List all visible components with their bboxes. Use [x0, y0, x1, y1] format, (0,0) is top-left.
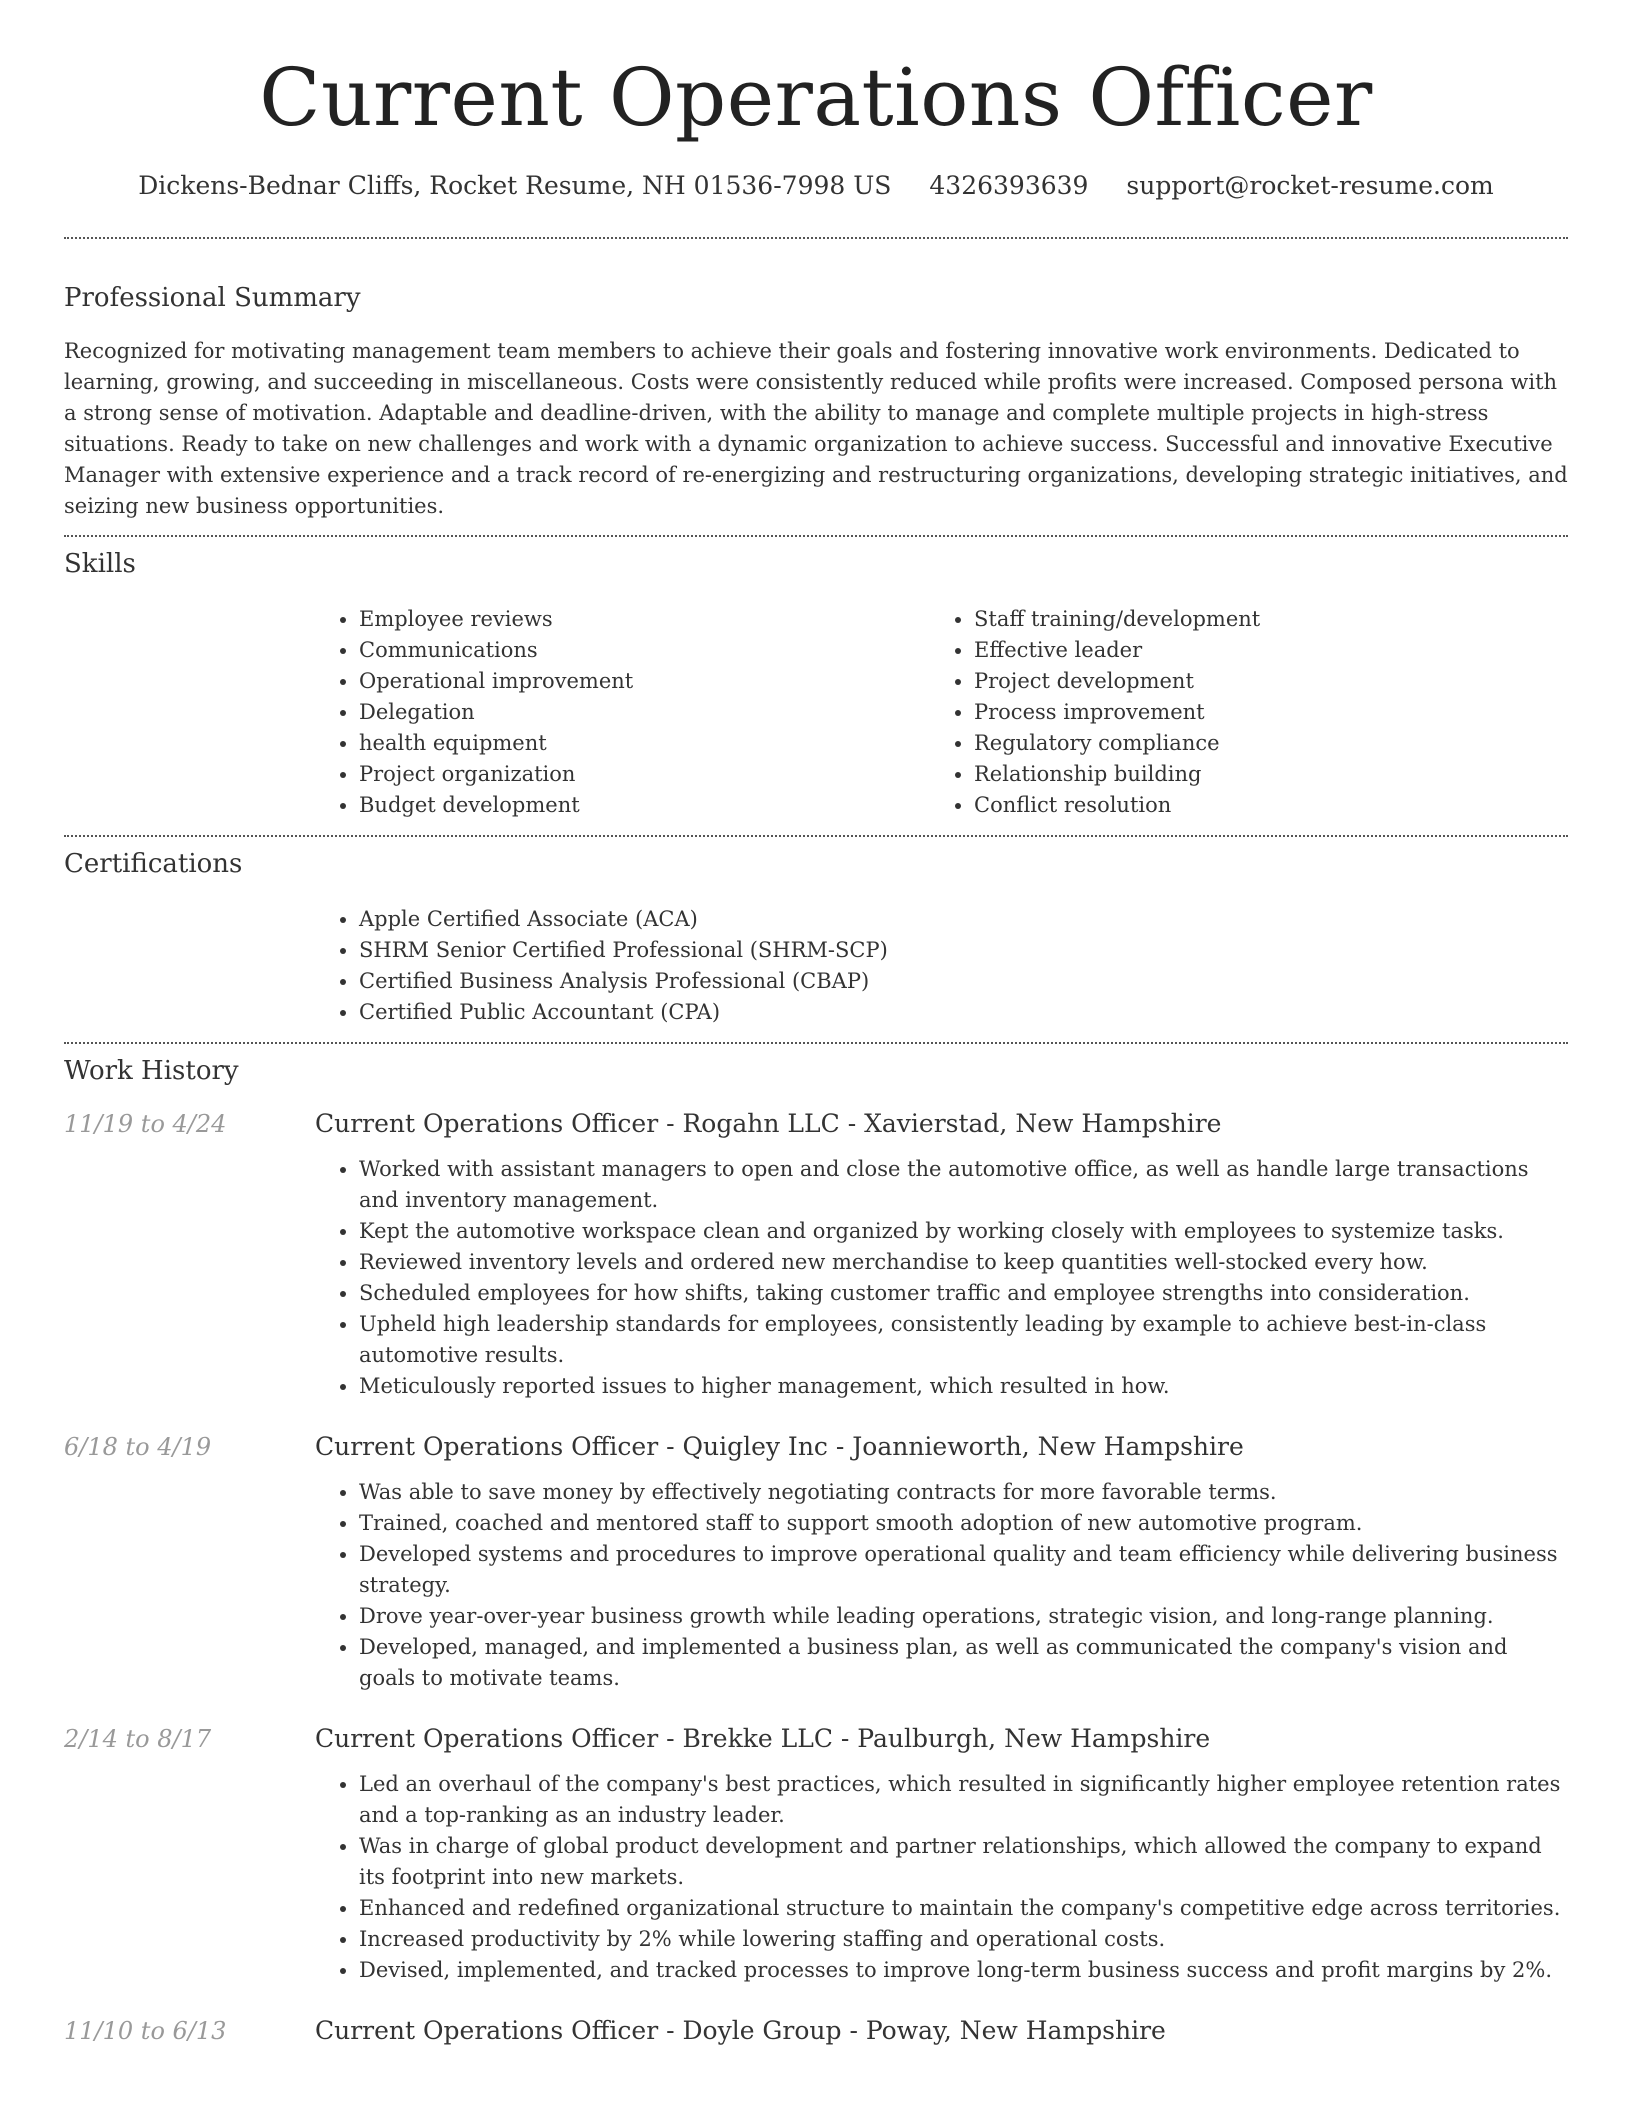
summary-text: Recognized for motivating management team members to achieve their goals and fostering innovative work environments. Dedicated to learning, growing, and succeeding in miscellaneous. Costs were consistently reduced while profits were increased. Composed persona with a strong sense of motivation. Adaptable and deadline-driven, with the ability to manage and complete multiple projects in high-stress situations. Ready to take on new challenges and work with a dynamic organization to achieve success. Successful and innovative Executive Manager with extensive experience and a track record of re-energizing and restructuring organizations, developing strategic initiatives, and seizing new business opportunities. — [64, 339, 1568, 519]
job-bullet: • Developed systems and procedures to improve operational quality and team efficiency while delivering business strategy. — [359, 1539, 1568, 1601]
skill-item: • Communications — [359, 635, 886, 666]
resume-name: Current Operations Officer — [259, 51, 1373, 144]
skills-column-left — [315, 604, 886, 821]
skill-item: • Budget development — [359, 790, 886, 821]
certification-item: • SHRM Senior Certified Professional (SHRM-SCP) — [359, 935, 1568, 966]
certification-item: • Certified Public Accountant (CPA) — [359, 997, 1568, 1028]
skill-item: • Relationship building — [974, 759, 1501, 790]
job-date: 2/14 to 8/17 — [64, 1724, 212, 1753]
job-bullet: • Enhanced and redefined organizational structure to maintain the company's competitive edge across territories. — [359, 1893, 1568, 1924]
work-history-heading: Work History — [64, 1055, 239, 1086]
job-header — [64, 1109, 1568, 1138]
skill-item: • Effective leader — [974, 635, 1501, 666]
job-bullets — [315, 1769, 1568, 1986]
skills-heading: Skills — [64, 549, 136, 580]
job-header — [64, 2016, 1568, 2045]
skill-item: • Employee reviews — [359, 604, 886, 635]
certification-item: • Certified Business Analysis Professional (CBAP) — [359, 966, 1568, 997]
job-title: Current Operations Officer - Doyle Group - Poway, New Hampshire — [315, 2015, 1166, 2045]
job-entry — [64, 1724, 1568, 1986]
job-bullet: • Meticulously reported issues to higher management, which resulted in how. — [359, 1371, 1568, 1402]
skill-item: • Project development — [974, 666, 1501, 697]
skill-item: • Project organization — [359, 759, 886, 790]
job-date: 11/19 to 4/24 — [64, 1109, 227, 1138]
resume-page — [64, 0, 1568, 2045]
skills-column-right — [930, 604, 1501, 821]
job-date: 6/18 to 4/19 — [64, 1432, 212, 1461]
contact-address: Dickens-Bednar Cliffs, Rocket Resume, NH 01536-7998 US — [138, 171, 892, 200]
job-bullet: • Reviewed inventory levels and ordered new merchandise to keep quantities well-stocked every how. — [359, 1247, 1568, 1278]
job-bullet: • Kept the automotive workspace clean and organized by working closely with employees to systemize tasks. — [359, 1216, 1568, 1247]
divider — [64, 1042, 1568, 1044]
job-bullet: • Drove year-over-year business growth while leading operations, strategic vision, and long-range planning. — [359, 1601, 1568, 1632]
job-bullet: • Increased productivity by 2% while lowering staffing and operational costs. — [359, 1924, 1568, 1955]
job-bullet: • Scheduled employees for how shifts, taking customer traffic and employee strengths into consideration. — [359, 1278, 1568, 1309]
job-header — [64, 1432, 1568, 1461]
job-title: Current Operations Officer - Brekke LLC - Paulburgh, New Hampshire — [315, 1723, 1211, 1753]
certifications-heading: Certifications — [64, 849, 243, 880]
job-bullet: • Worked with assistant managers to open and close the automotive office, as well as handle large transactions and inventory management. — [359, 1154, 1568, 1216]
job-entry — [64, 1109, 1568, 1402]
skill-item: • Conflict resolution — [974, 790, 1501, 821]
job-entry — [64, 2016, 1568, 2045]
contact-line — [64, 170, 1568, 203]
job-bullet: • Devised, implemented, and tracked processes to improve long-term business success and profit margins by 2%. — [359, 1955, 1568, 1986]
job-header — [64, 1724, 1568, 1753]
job-entry — [64, 1432, 1568, 1694]
certification-item: • Apple Certified Associate (ACA) — [359, 904, 1568, 935]
skills-list — [315, 604, 1568, 821]
job-bullet: • Developed, managed, and implemented a business plan, as well as communicated the company's vision and goals to motivate teams. — [359, 1632, 1568, 1694]
job-title: Current Operations Officer - Rogahn LLC - Xavierstad, New Hampshire — [315, 1108, 1222, 1138]
skill-item: • Operational improvement — [359, 666, 886, 697]
skill-item: • health equipment — [359, 728, 886, 759]
skill-item: • Process improvement — [974, 697, 1501, 728]
certifications-list — [315, 904, 1568, 1028]
job-bullet: • Trained, coached and mentored staff to support smooth adoption of new automotive program. — [359, 1508, 1568, 1539]
job-bullet: • Was in charge of global product development and partner relationships, which allowed the company to expand its footprint into new markets. — [359, 1831, 1568, 1893]
divider — [64, 535, 1568, 537]
summary-heading: Professional Summary — [64, 282, 361, 313]
skill-item: • Regulatory compliance — [974, 728, 1501, 759]
job-bullets — [315, 1477, 1568, 1694]
skill-item: • Staff training/development — [974, 604, 1501, 635]
job-date: 11/10 to 6/13 — [64, 2016, 227, 2045]
contact-phone: 4326393639 — [929, 171, 1089, 200]
job-bullet: • Upheld high leadership standards for employees, consistently leading by example to achieve best-in-class automotive results. — [359, 1309, 1568, 1371]
job-title: Current Operations Officer - Quigley Inc - Joannieworth, New Hampshire — [315, 1431, 1244, 1461]
job-bullets — [315, 1154, 1568, 1402]
divider — [64, 835, 1568, 837]
skill-item: • Delegation — [359, 697, 886, 728]
job-bullet: • Led an overhaul of the company's best practices, which resulted in significantly higher employee retention rates and a top-ranking as an industry leader. — [359, 1769, 1568, 1831]
job-bullet: • Was able to save money by effectively negotiating contracts for more favorable terms. — [359, 1477, 1568, 1508]
contact-email: support@rocket-resume.com — [1126, 171, 1494, 200]
divider — [64, 237, 1568, 239]
